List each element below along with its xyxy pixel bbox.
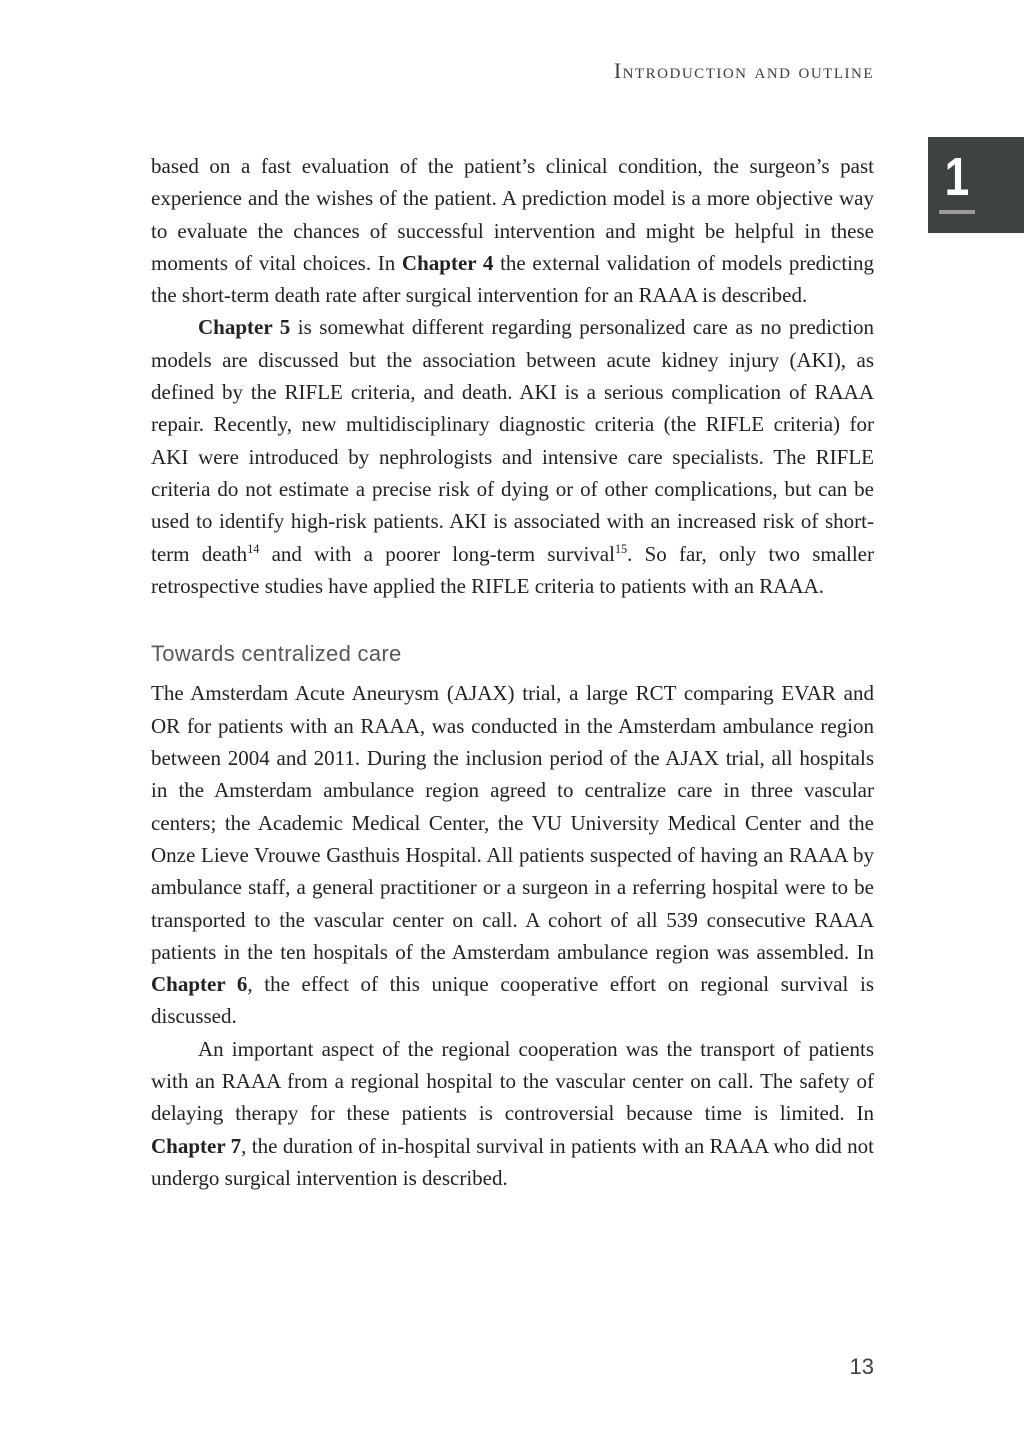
- text-column: [151, 150, 874, 1194]
- section-heading: Towards centralized care: [151, 641, 402, 667]
- text-segment: , the effect of this unique cooperative effort on regional survival is discussed.: [151, 972, 875, 1029]
- chapter-ref-bold: Chapter 5: [198, 315, 291, 340]
- text-segment: based on a fast evaluation of the patient’s clinical condition, the surgeon’s past experience and the wishes of the patient. A prediction model is a more objective way to evaluate the chances of successful intervention and might be helpful in these moments of vital choices. In: [151, 154, 874, 275]
- text-segment: is somewhat different regarding personalized care as no prediction models are discussed but the association between acute kidney injury (AKI), as defined by the RIFLE criteria, and death. AKI is a serious complication of RAAA repair. Recently, new multidisciplinary diagnostic criteria (the RIFLE criteria) for AKI were introduced by nephrologists and intensive care specialists. The RIFLE criteria do not estimate a precise risk of dying or of other complications, but can be used to identify high-risk patients. AKI is associated with an increased risk of short-term death: [151, 315, 875, 566]
- text-segment: The Amsterdam Acute Aneurysm (AJAX) trial, a large RCT comparing EVAR and OR for patients with an RAAA, was conducted in the Amsterdam ambulance region between 2004 and 2011. During the inclusion period of the AJAX trial, all hospitals in the Amsterdam ambulance region agreed to centralize care in three vascular centers; the Academic Medical Center, the VU University Medical Center and the Onze Lieve Vrouwe Gasthuis Hospital. All patients suspected of having an RAAA by ambulance staff, a general practitioner or a surgeon in a referring hospital were to be transported to the vascular center on call. A cohort of all 539 consecutive RAAA patients in the ten hospitals of the Amsterdam ambulance region was assembled. In: [151, 681, 874, 964]
- text-segment: , the duration of in-hospital survival in patients with an RAAA who did not undergo surgical intervention is described.: [151, 1133, 874, 1190]
- chapter-ref-bold: Chapter 6: [151, 972, 248, 997]
- paragraph: [151, 311, 874, 602]
- running-header: Introduction and outline: [613, 58, 874, 83]
- text-segment: and with a poorer long-term survival: [259, 541, 615, 566]
- chapter-tab: [928, 137, 1024, 233]
- chapter-ref-bold: Chapter 7: [151, 1133, 242, 1158]
- paragraph: [151, 677, 874, 1032]
- chapter-tab-inner: [928, 137, 986, 233]
- reference-superscript: 14: [247, 541, 260, 556]
- chapter-number: 1: [944, 147, 970, 207]
- page-number: 13: [849, 1354, 874, 1379]
- chapter-ref-bold: Chapter 4: [401, 250, 494, 275]
- paragraph: [151, 1033, 874, 1194]
- text-segment: An important aspect of the regional cooperation was the transport of patients with an RAAA from a regional hospital to the vascular center on call. The safety of delaying therapy for these patients is controversial because time is limited. In: [151, 1036, 874, 1126]
- text-segment: . So far, only two smaller retrospective studies have applied the RIFLE criteria to patients with an RAAA.: [151, 541, 875, 598]
- chapter-tab-underline: [939, 210, 975, 214]
- text-segment: the external validation of models predicting the short-term death rate after surgical intervention for an RAAA is described.: [151, 250, 875, 308]
- reference-superscript: 15: [614, 541, 628, 556]
- paragraph: [151, 150, 874, 311]
